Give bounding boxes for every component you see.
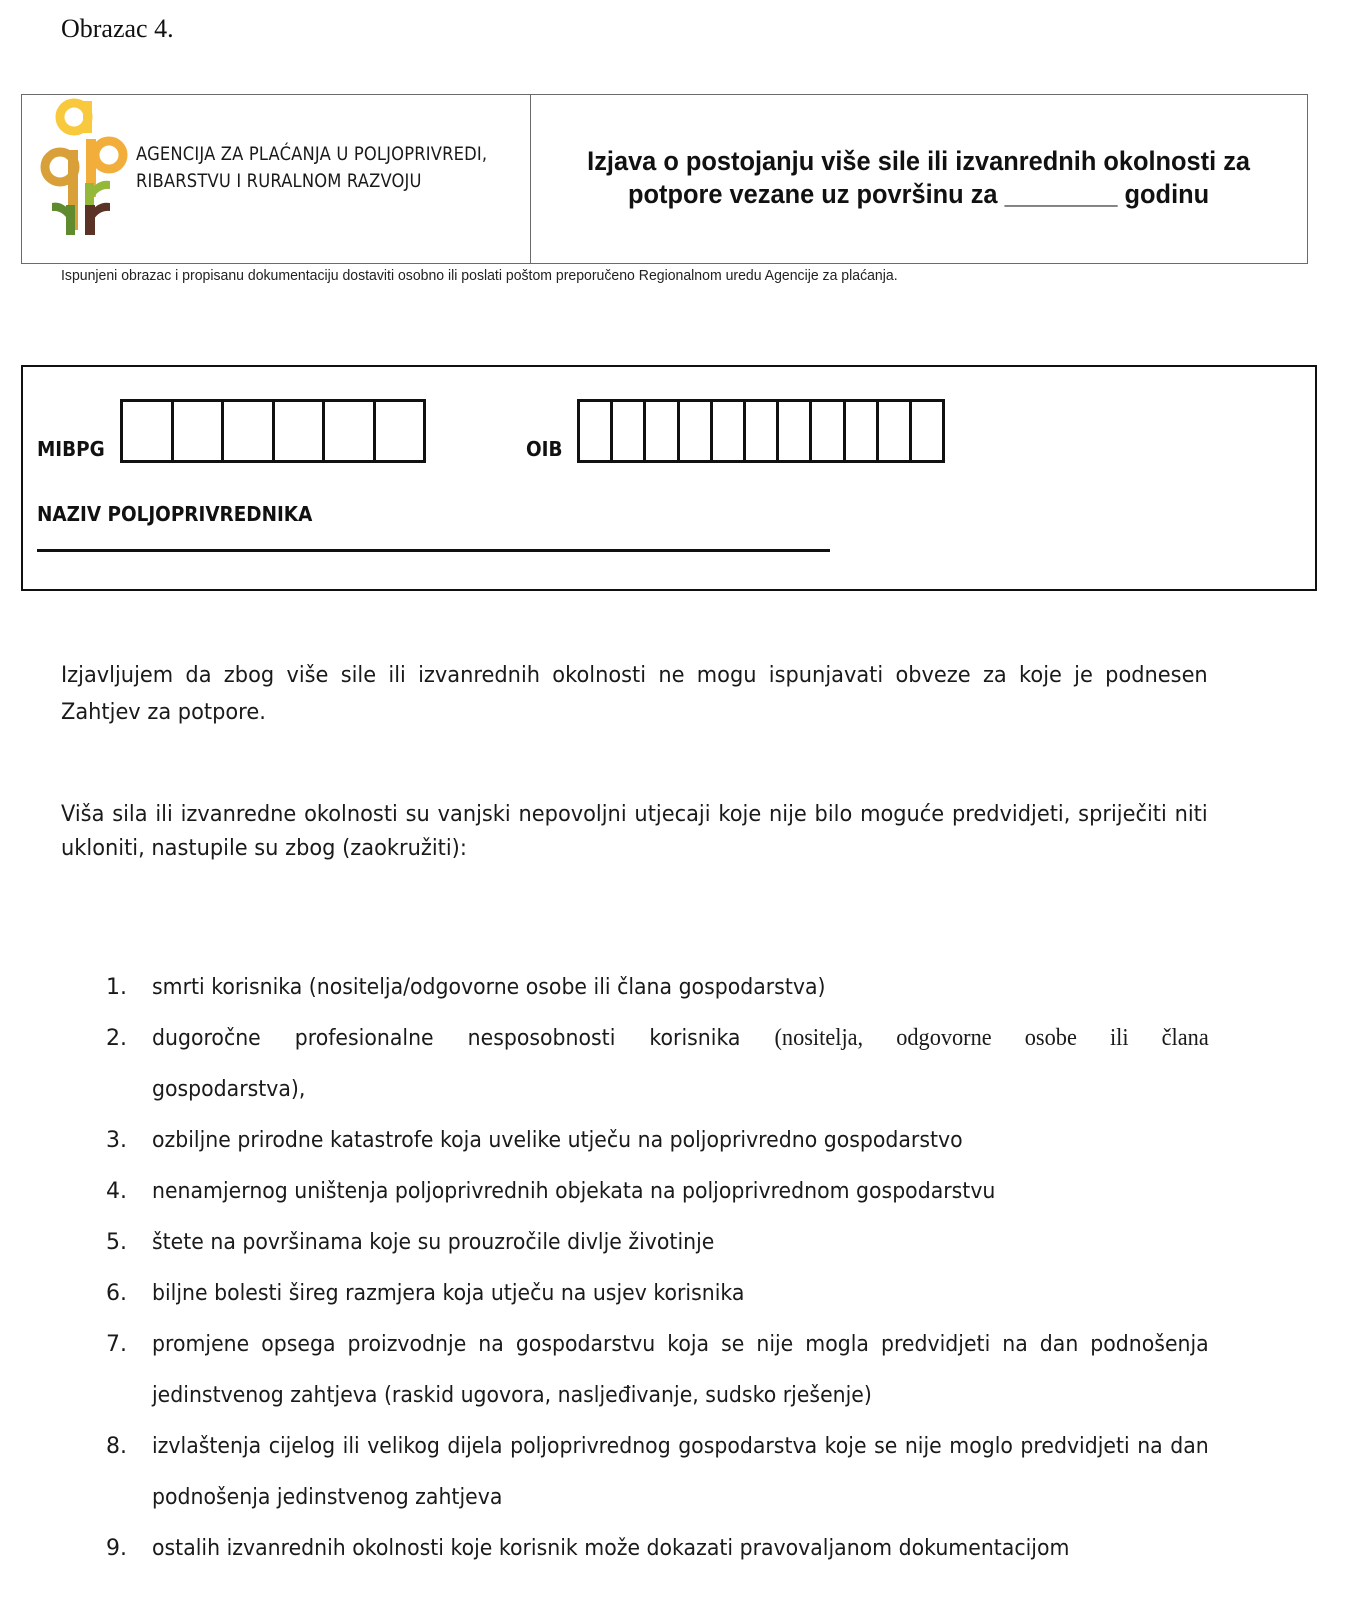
agency-name bbox=[136, 141, 487, 195]
reason-number: 1. bbox=[106, 975, 127, 1000]
mibpg-digit-box[interactable] bbox=[123, 402, 174, 460]
reason-text-line2 bbox=[152, 1064, 1209, 1115]
reason-text: promjene opsega proizvodnje na gospodarstvu koja se nije mogla predvidjeti na dan podnošenja jedinstvenog zahtjeva (raskid ugovora, nasljeđivanje, sudsko rješenje) bbox=[152, 1332, 1209, 1408]
definition-paragraph bbox=[61, 797, 1208, 865]
oib-digit-box[interactable] bbox=[812, 402, 845, 460]
oib-digit-box[interactable] bbox=[912, 402, 945, 460]
oib-input[interactable] bbox=[577, 399, 945, 463]
reason-text-line1 bbox=[152, 1013, 1209, 1064]
oib-digit-box[interactable] bbox=[680, 402, 713, 460]
reason-text: nenamjernog uništenja poljoprivrednih objekata na poljoprivrednom gospodarstvu bbox=[152, 1179, 996, 1204]
reason-item-2[interactable] bbox=[106, 1013, 1209, 1115]
reason-number: 8. bbox=[106, 1434, 127, 1459]
reason-text: smrti korisnika (nositelja/odgovorne osobe ili člana gospodarstva) bbox=[152, 975, 826, 1000]
oib-digit-box[interactable] bbox=[713, 402, 746, 460]
reason-number: 5. bbox=[106, 1230, 127, 1255]
document-title-line2: potpore vezane uz površinu za ________ godinu bbox=[628, 179, 1210, 209]
reason-number: 3. bbox=[106, 1128, 127, 1153]
reason-text: ostalih izvanrednih okolnosti koje korisnik može dokazati pravovaljanom dokumentacijom bbox=[152, 1536, 1070, 1561]
oib-digit-box[interactable] bbox=[846, 402, 879, 460]
declaration-paragraph bbox=[61, 657, 1208, 731]
mibpg-digit-box[interactable] bbox=[174, 402, 225, 460]
reason-number: 4. bbox=[106, 1179, 127, 1204]
title-cell bbox=[531, 95, 1307, 263]
reason-item-1[interactable] bbox=[106, 962, 1209, 1013]
reason-text-part-b: (nositelja, odgovorne osobe ili člana bbox=[774, 1025, 1209, 1051]
reason-text-part-a: dugoročne profesionalne nesposobnosti korisnika bbox=[152, 1026, 775, 1051]
mibpg-digit-box[interactable] bbox=[224, 402, 275, 460]
oib-digit-box[interactable] bbox=[613, 402, 646, 460]
reason-number: 9. bbox=[106, 1536, 127, 1561]
mibpg-input[interactable] bbox=[120, 399, 426, 463]
reason-item-3[interactable] bbox=[106, 1115, 1209, 1166]
mibpg-label: MIBPG bbox=[37, 437, 105, 461]
mibpg-digit-box[interactable] bbox=[325, 402, 376, 460]
reason-text-part-c: gospodarstva), bbox=[152, 1077, 306, 1102]
definition-text: Viša sila ili izvanredne okolnosti su vanjski nepovoljni utjecaji koje nije bilo moguće predvidjeti, spriječiti niti ukloniti, nastupile su zbog (zaokružiti): bbox=[61, 801, 1208, 861]
reasons-list bbox=[106, 962, 1209, 1574]
reason-item-4[interactable] bbox=[106, 1166, 1209, 1217]
reason-text: izvlaštenja cijelog ili velikog dijela poljoprivrednog gospodarstva koje se nije moglo predvidjeti na dan podnošenja jedinstvenog zahtjeva bbox=[152, 1434, 1209, 1510]
mibpg-digit-box[interactable] bbox=[376, 402, 427, 460]
reason-item-8[interactable] bbox=[106, 1421, 1209, 1523]
oib-digit-box[interactable] bbox=[580, 402, 613, 460]
agency-name-line2: RIBARSTVU I RURALNOM RAZVOJU bbox=[136, 170, 422, 192]
farmer-name-input-line[interactable] bbox=[37, 549, 830, 552]
reason-item-9[interactable] bbox=[106, 1523, 1209, 1574]
header-table bbox=[21, 94, 1308, 264]
reason-text: biljne bolesti šireg razmjera koja utječu na usjev korisnika bbox=[152, 1281, 745, 1306]
oib-digit-box[interactable] bbox=[746, 402, 779, 460]
agency-cell bbox=[22, 95, 531, 263]
reason-item-7[interactable] bbox=[106, 1319, 1209, 1421]
identification-box bbox=[21, 365, 1317, 591]
oib-label: OIB bbox=[526, 437, 563, 461]
farmer-name-label: NAZIV POLJOPRIVREDNIKA bbox=[37, 502, 313, 526]
agency-name-line1: AGENCIJA ZA PLAĆANJA U POLJOPRIVREDI, bbox=[136, 143, 488, 165]
reason-text: ozbiljne prirodne katastrofe koja uvelike utječu na poljoprivredno gospodarstvo bbox=[152, 1128, 963, 1153]
reason-number: 2. bbox=[106, 1026, 127, 1051]
reason-item-5[interactable] bbox=[106, 1217, 1209, 1268]
agency-logo-icon bbox=[38, 95, 130, 235]
oib-digit-box[interactable] bbox=[646, 402, 679, 460]
oib-digit-box[interactable] bbox=[779, 402, 812, 460]
submission-instruction: Ispunjeni obrazac i propisanu dokumentaciju dostaviti osobno ili poslati poštom preporučeno Regionalnom uredu Agencije za plaćanja. bbox=[61, 268, 898, 284]
reason-number: 6. bbox=[106, 1281, 127, 1306]
reason-text: štete na površinama koje su prouzročile divlje životinje bbox=[152, 1230, 715, 1255]
document-title-line1: Izjava o postojanju više sile ili izvanrednih okolnosti za bbox=[587, 146, 1251, 176]
mibpg-digit-box[interactable] bbox=[275, 402, 326, 460]
document-title bbox=[588, 145, 1251, 211]
reason-item-6[interactable] bbox=[106, 1268, 1209, 1319]
oib-digit-box[interactable] bbox=[879, 402, 912, 460]
form-number-label: Obrazac 4. bbox=[61, 14, 174, 43]
reason-number: 7. bbox=[106, 1332, 127, 1357]
declaration-text: Izjavljujem da zbog više sile ili izvanrednih okolnosti ne mogu ispunjavati obveze za koje je podnesen Zahtjev za potpore. bbox=[61, 662, 1208, 725]
